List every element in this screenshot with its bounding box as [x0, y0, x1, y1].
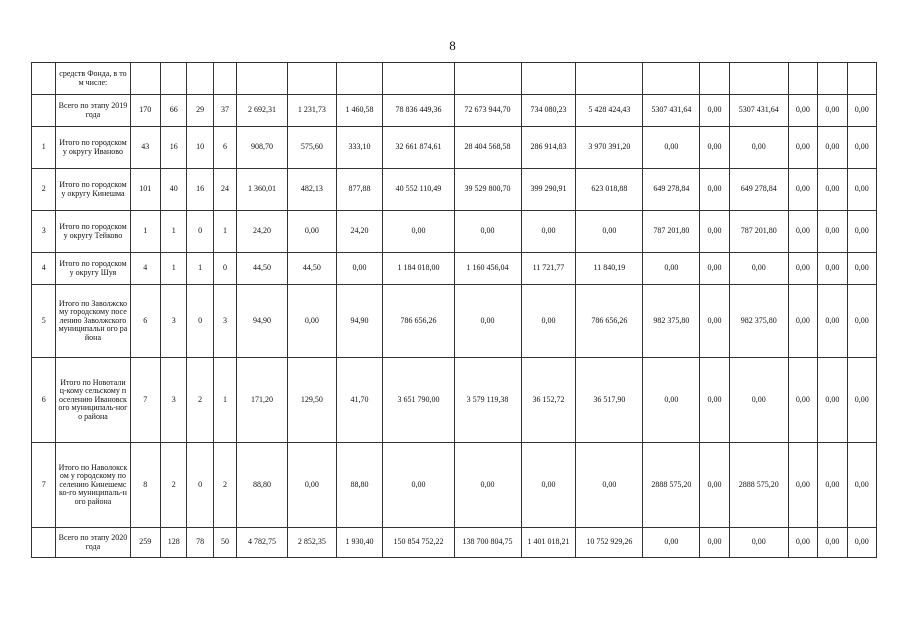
value-cell: 16 [187, 169, 213, 211]
value-cell: 0,00 [729, 253, 788, 285]
value-cell: 623 018,88 [576, 169, 643, 211]
value-cell: 3 579 119,38 [454, 358, 521, 443]
value-cell [383, 63, 454, 95]
value-cell: 787 201,80 [643, 211, 700, 253]
value-cell: 649 278,84 [643, 169, 700, 211]
value-cell: 0,00 [643, 358, 700, 443]
value-cell: 0 [213, 253, 236, 285]
value-cell: 0,00 [700, 253, 729, 285]
row-number-cell: 4 [32, 253, 56, 285]
table-row [32, 253, 877, 285]
value-cell: 2 692,31 [237, 95, 288, 127]
value-cell: 0,00 [818, 95, 847, 127]
value-cell: 908,70 [237, 127, 288, 169]
value-cell [454, 63, 521, 95]
value-cell: 2888 575,20 [729, 443, 788, 528]
table-row [32, 528, 877, 558]
value-cell [287, 63, 336, 95]
value-cell: 24 [213, 169, 236, 211]
value-cell: 0,00 [847, 127, 876, 169]
value-cell: 4 [130, 253, 160, 285]
value-cell [521, 63, 576, 95]
value-cell: 286 914,83 [521, 127, 576, 169]
value-cell: 0,00 [700, 358, 729, 443]
value-cell: 2 [160, 443, 186, 528]
value-cell: 88,80 [336, 443, 383, 528]
value-cell: 150 854 752,22 [383, 528, 454, 558]
value-cell: 0,00 [818, 358, 847, 443]
value-cell [576, 63, 643, 95]
value-cell: 0,00 [729, 127, 788, 169]
value-cell: 0,00 [700, 127, 729, 169]
value-cell: 2 [213, 443, 236, 528]
value-cell: 0,00 [454, 285, 521, 358]
value-cell: 0,00 [700, 211, 729, 253]
value-cell: 0,00 [521, 211, 576, 253]
value-cell: 1 [160, 253, 186, 285]
value-cell: 0,00 [788, 169, 817, 211]
value-cell: 0,00 [847, 169, 876, 211]
value-cell: 0,00 [643, 253, 700, 285]
value-cell: 482,13 [287, 169, 336, 211]
value-cell: 0,00 [287, 211, 336, 253]
value-cell: 1 360,01 [237, 169, 288, 211]
table-row [32, 211, 877, 253]
value-cell: 5307 431,64 [643, 95, 700, 127]
value-cell: 399 290,91 [521, 169, 576, 211]
table-row [32, 443, 877, 528]
value-cell: 982 375,80 [643, 285, 700, 358]
value-cell: 0,00 [700, 95, 729, 127]
value-cell: 0,00 [383, 211, 454, 253]
value-cell: 786 656,26 [383, 285, 454, 358]
value-cell: 0,00 [643, 528, 700, 558]
value-cell: 138 700 804,75 [454, 528, 521, 558]
value-cell: 1 231,73 [287, 95, 336, 127]
value-cell: 28 404 568,58 [454, 127, 521, 169]
value-cell: 2 [187, 358, 213, 443]
value-cell: 88,80 [237, 443, 288, 528]
value-cell: 1 [213, 211, 236, 253]
value-cell: 0,00 [576, 443, 643, 528]
value-cell: 0,00 [643, 127, 700, 169]
row-number-cell: 7 [32, 443, 56, 528]
value-cell: 16 [160, 127, 186, 169]
value-cell: 0,00 [788, 285, 817, 358]
value-cell: 41,70 [336, 358, 383, 443]
value-cell: 6 [213, 127, 236, 169]
value-cell: 43 [130, 127, 160, 169]
municipality-name-cell: средств Фонда, в том числе: [56, 63, 130, 95]
value-cell: 72 673 944,70 [454, 95, 521, 127]
municipality-name-cell: Итого по городскому округу Шуя [56, 253, 130, 285]
value-cell: 0,00 [847, 253, 876, 285]
value-cell: 0,00 [700, 285, 729, 358]
value-cell: 0,00 [700, 443, 729, 528]
municipality-name-cell: Итого по городскому округу Кинешма [56, 169, 130, 211]
value-cell: 0,00 [818, 285, 847, 358]
value-cell: 0 [187, 285, 213, 358]
value-cell: 1 [213, 358, 236, 443]
value-cell [818, 63, 847, 95]
value-cell: 0,00 [818, 127, 847, 169]
value-cell: 0,00 [818, 169, 847, 211]
value-cell: 0,00 [788, 358, 817, 443]
value-cell: 0,00 [847, 95, 876, 127]
value-cell: 0,00 [818, 528, 847, 558]
value-cell: 44,50 [287, 253, 336, 285]
value-cell: 0,00 [336, 253, 383, 285]
table-row [32, 169, 877, 211]
value-cell: 0,00 [818, 443, 847, 528]
value-cell: 37 [213, 95, 236, 127]
table-row [32, 285, 877, 358]
table-row [32, 127, 877, 169]
value-cell: 0,00 [729, 358, 788, 443]
value-cell: 649 278,84 [729, 169, 788, 211]
value-cell: 0,00 [454, 211, 521, 253]
table-body [32, 63, 877, 558]
value-cell: 1 460,58 [336, 95, 383, 127]
value-cell: 0,00 [287, 285, 336, 358]
value-cell: 0,00 [700, 169, 729, 211]
value-cell: 982 375,80 [729, 285, 788, 358]
value-cell: 0,00 [788, 253, 817, 285]
page-number: 8 [449, 38, 456, 53]
value-cell: 0,00 [788, 211, 817, 253]
value-cell: 129,50 [287, 358, 336, 443]
value-cell: 66 [160, 95, 186, 127]
municipality-name-cell: Итого по Наволокском у городскому поселению Кинешемско-го муниципаль-ного района [56, 443, 130, 528]
value-cell: 44,50 [237, 253, 288, 285]
value-cell: 0,00 [729, 528, 788, 558]
value-cell: 1 160 456,04 [454, 253, 521, 285]
value-cell: 36 152,72 [521, 358, 576, 443]
value-cell: 171,20 [237, 358, 288, 443]
value-cell: 10 752 929,26 [576, 528, 643, 558]
row-number-cell: 1 [32, 127, 56, 169]
value-cell: 3 [213, 285, 236, 358]
value-cell [130, 63, 160, 95]
value-cell: 24,20 [237, 211, 288, 253]
value-cell: 32 661 874,61 [383, 127, 454, 169]
value-cell: 787 201,80 [729, 211, 788, 253]
value-cell: 0 [187, 211, 213, 253]
value-cell: 0,00 [383, 443, 454, 528]
municipality-name-cell: Всего по этапу 2020 года [56, 528, 130, 558]
municipality-name-cell: Итого по Заволжскому городскому поселению Заволжского муниципальн ого района [56, 285, 130, 358]
value-cell [213, 63, 236, 95]
value-cell: 1 184 018,00 [383, 253, 454, 285]
value-cell: 40 552 110,49 [383, 169, 454, 211]
value-cell: 0,00 [788, 443, 817, 528]
table-row [32, 63, 877, 95]
value-cell: 0,00 [847, 211, 876, 253]
value-cell: 1 401 018,21 [521, 528, 576, 558]
value-cell: 4 782,75 [237, 528, 288, 558]
value-cell: 94,90 [336, 285, 383, 358]
value-cell: 1 930,40 [336, 528, 383, 558]
value-cell [643, 63, 700, 95]
row-number-cell: 5 [32, 285, 56, 358]
value-cell: 0,00 [576, 211, 643, 253]
value-cell: 877,88 [336, 169, 383, 211]
value-cell: 10 [187, 127, 213, 169]
municipality-name-cell: Всего по этапу 2019 года [56, 95, 130, 127]
value-cell: 575,60 [287, 127, 336, 169]
value-cell: 0,00 [454, 443, 521, 528]
value-cell: 0,00 [287, 443, 336, 528]
value-cell: 6 [130, 285, 160, 358]
row-number-cell [32, 95, 56, 127]
value-cell: 7 [130, 358, 160, 443]
value-cell: 0 [187, 443, 213, 528]
value-cell: 734 080,23 [521, 95, 576, 127]
municipality-name-cell: Итого по городскому округу Тейково [56, 211, 130, 253]
value-cell: 2 852,35 [287, 528, 336, 558]
value-cell: 39 529 800,70 [454, 169, 521, 211]
value-cell: 259 [130, 528, 160, 558]
value-cell: 0,00 [521, 285, 576, 358]
municipality-name-cell: Итого по Новоталиц-кому сельскому поселению Ивановского муниципаль-ного района [56, 358, 130, 443]
value-cell: 170 [130, 95, 160, 127]
stage-summary-table [31, 62, 877, 558]
value-cell: 78 836 449,36 [383, 95, 454, 127]
municipality-name-cell: Итого по городскому округу Иваново [56, 127, 130, 169]
value-cell: 29 [187, 95, 213, 127]
value-cell [700, 63, 729, 95]
value-cell: 2888 575,20 [643, 443, 700, 528]
value-cell: 786 656,26 [576, 285, 643, 358]
value-cell: 333,10 [336, 127, 383, 169]
table-row [32, 95, 877, 127]
value-cell: 94,90 [237, 285, 288, 358]
value-cell: 0,00 [521, 443, 576, 528]
value-cell [847, 63, 876, 95]
value-cell: 50 [213, 528, 236, 558]
value-cell [788, 63, 817, 95]
value-cell: 0,00 [818, 253, 847, 285]
value-cell: 0,00 [700, 528, 729, 558]
value-cell: 101 [130, 169, 160, 211]
value-cell: 0,00 [788, 95, 817, 127]
value-cell: 0,00 [847, 285, 876, 358]
value-cell: 24,20 [336, 211, 383, 253]
value-cell: 36 517,90 [576, 358, 643, 443]
value-cell: 3 [160, 285, 186, 358]
value-cell: 11 721,77 [521, 253, 576, 285]
row-number-cell: 2 [32, 169, 56, 211]
row-number-cell: 3 [32, 211, 56, 253]
value-cell: 0,00 [788, 127, 817, 169]
table-row [32, 358, 877, 443]
value-cell: 1 [187, 253, 213, 285]
value-cell [237, 63, 288, 95]
value-cell: 128 [160, 528, 186, 558]
row-number-cell: 6 [32, 358, 56, 443]
value-cell: 0,00 [847, 443, 876, 528]
value-cell: 3 [160, 358, 186, 443]
value-cell: 78 [187, 528, 213, 558]
value-cell: 1 [160, 211, 186, 253]
value-cell [336, 63, 383, 95]
value-cell: 3 970 391,20 [576, 127, 643, 169]
value-cell [729, 63, 788, 95]
row-number-cell [32, 528, 56, 558]
value-cell: 0,00 [847, 528, 876, 558]
value-cell [160, 63, 186, 95]
value-cell: 11 840,19 [576, 253, 643, 285]
value-cell: 5307 431,64 [729, 95, 788, 127]
value-cell: 0,00 [818, 211, 847, 253]
value-cell: 5 428 424,43 [576, 95, 643, 127]
value-cell [187, 63, 213, 95]
value-cell: 1 [130, 211, 160, 253]
value-cell: 3 651 790,00 [383, 358, 454, 443]
value-cell: 0,00 [847, 358, 876, 443]
value-cell: 0,00 [788, 528, 817, 558]
value-cell: 40 [160, 169, 186, 211]
row-number-cell [32, 63, 56, 95]
value-cell: 8 [130, 443, 160, 528]
